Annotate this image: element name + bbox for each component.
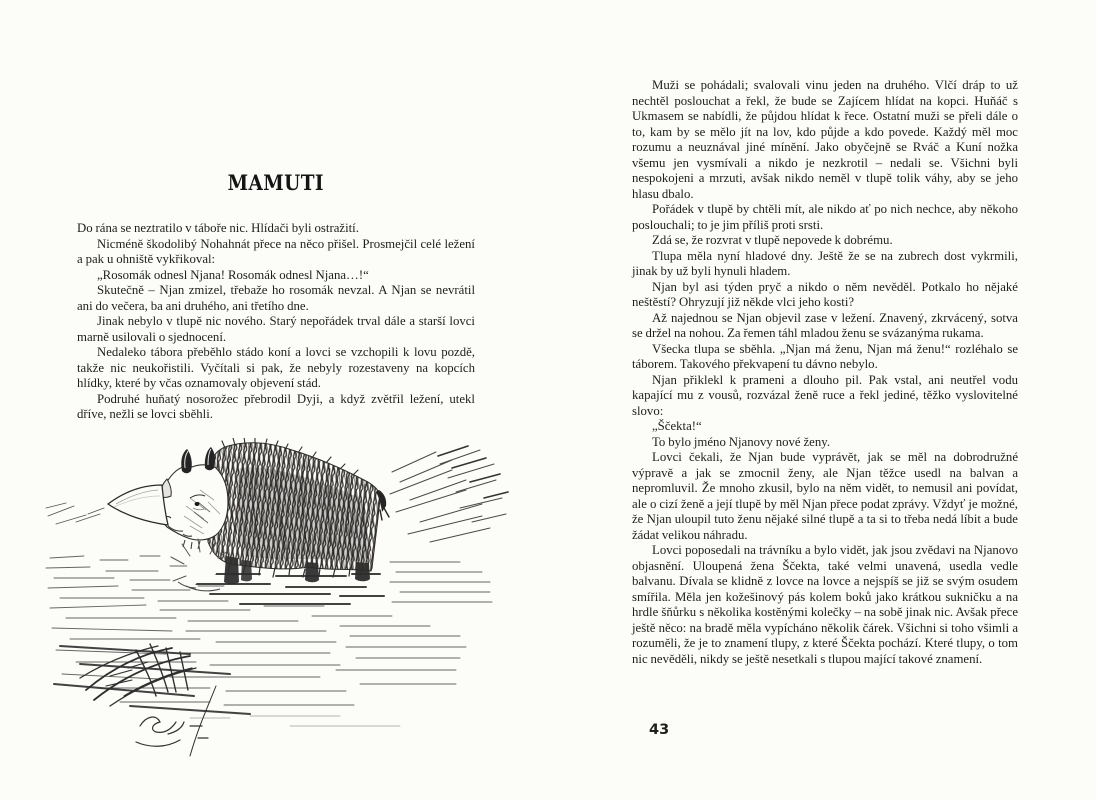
foreground-grass: [80, 644, 216, 756]
paragraph: „Rosomák odnesl Njana! Rosomák odnesl Njana…!“: [97, 267, 369, 282]
right-page-text: [632, 78, 1018, 667]
rhino-eye: [195, 502, 200, 506]
paragraph: Jinak nebylo v tlupě nic nového. Starý nepořádek trval dále a starší lovci marně usilovali o sjednocení.: [77, 314, 475, 344]
paragraph: Lovci poposedali na trávníku a bylo vidět, jak jsou zvědavi na Njanovo objasnění. Uloupená žena Ščekta, také velmi unavená, usedla vedle balvanu. Dívala se klidně z lovce na lovce a nejspíš se již se svým osudem smířila. Měla jen kožešinový pás kolem boků jako krátkou sukničku a na hrdle šňůrku s několika kostěnými kolečky – na sobě jinak nic. Avšak přece ještě něco: na bradě měla vypícháno několik čárek. Všichni si toho všimli a rozuměli, že je to znamení tlupy, z které Ščekta pochází. Které tlupy, o tom nic nevěděli, nikdy se ještě nesetkali s tlupou mající takové znamení.: [632, 543, 1018, 666]
paragraph: Nedaleko tábora přeběhlo stádo koní a lovci se vzchopili k lovu pozdě, takže nic neukořistili. Vyčítali si pak, že nebyly rozestaveny na kopcích hlídky, které by včas oznamovaly objevení stád.: [77, 345, 475, 390]
paragraph: Lovci čekali, že Njan bude vyprávět, jak se měl na dobrodružné výpravě a jak se zmocnil ženy, ale Njan těžce usedl na balvan a nepromluvil. Že mnoho zkusil, bylo na něm vidět, to nemusil ani povídat, ale o cizí ženě a její tlupě by měl Njan přece podat zprávy. Vždyť je možné, že Njan uloupil tuto ženu nějaké silné tlupě a ta si to třeba nedá líbit a bude žádat velikou náhradu.: [632, 450, 1018, 542]
paragraph: Tlupa měla nyní hladové dny. Ještě že se na zubrech dost vykrmili, jinak by už byli hynuli hladem.: [632, 248, 1018, 278]
paragraph: Muži se pohádali; svalovali vinu jeden na druhého. Vlčí dráp to už nechtěl poslouchat a řekl, že bude se Zajícem hlídat na kopci. Huňáč s Ukmasem se nabídli, že půjdou hlídat k řece. Ostatní muži se přeli dále o to, kam by se mělo jít na lov, kdo půjde a kdo povede. Každý měl moc rozumu a neuznával jiné mínění. Jako obyčejně se Rváč a Kuní nožka všemu jen vysmívali a nikdo je nezkrotil – nedali se. Všichni byli nespokojeni a mrzuti, avšak nikdo neměl v tlupě tolik váhy, aby se jeho hlasu dbalo.: [632, 78, 1018, 201]
paragraph: „Ščekta!“: [652, 419, 702, 433]
paragraph: Zdá se, že rozvrat v tlupě nepovede k dobrému.: [652, 233, 893, 247]
paragraph: Njan přiklekl k prameni a dlouho pil. Pak vstal, ani neutřel vodu kapající mu z vousů, rozvázal ženě ruce a řekl jediné, těžko vyslovitelné slovo:: [632, 372, 1018, 418]
paragraph: Podruhé huňatý nosorožec přebrodil Dyji, a když zvětřil ležení, utekl dříve, nežli se lovci sběhli.: [77, 391, 475, 421]
rhino-horn: [108, 485, 168, 525]
paragraph: Pořádek v tlupě by chtěli mít, ale nikdo ať po nich nechce, aby někoho poslouchali; to je jim příliš proti srsti.: [632, 202, 1018, 232]
paragraph: Do rána se neztratilo v táboře nic. Hlídači byli ostražití.: [77, 221, 359, 235]
rhinoceros-illustration: [40, 438, 510, 758]
left-page-text: [77, 221, 475, 423]
river-water: [46, 556, 492, 726]
paragraph: Njan byl asi týden pryč a nikdo o něm nevěděl. Potkalo ho nějaké neštěstí? Ohryzují již někde vlci jeho kosti?: [632, 279, 1018, 309]
paragraph: Až najednou se Njan objevil zase v ležení. Znavený, zkrvácený, sotva se držel na nohou. Za řemen táhl mladou ženu se svázanýma rukama.: [632, 310, 1018, 340]
chapter-title: [77, 171, 475, 195]
paragraph: Všecka tlupa se sběhla. „Njan má ženu, Njan má ženu!“ rozléhalo se táborem. Takového překvapení tu dávno nebylo.: [632, 341, 1018, 371]
paragraph: To bylo jméno Njanovy nové ženy.: [652, 434, 831, 449]
page-number: 43: [649, 722, 670, 738]
paragraph: Nicméně škodolibý Nohahnát přece na něco přišel. Prosmejčil celé ležení a pak u ohniště vykřikoval:: [77, 236, 475, 266]
reeds-left: [46, 503, 104, 524]
chapter-title-text: MAMUTI: [227, 170, 325, 195]
riverbank-reeds: [390, 446, 508, 542]
paragraph: Skutečně – Njan zmizel, třebaže ho rosomák nevzal. A Njan se nevrátil ani do večera, ba ani druhého, ani třetího dne.: [77, 283, 475, 313]
rhino-body: [206, 438, 380, 577]
